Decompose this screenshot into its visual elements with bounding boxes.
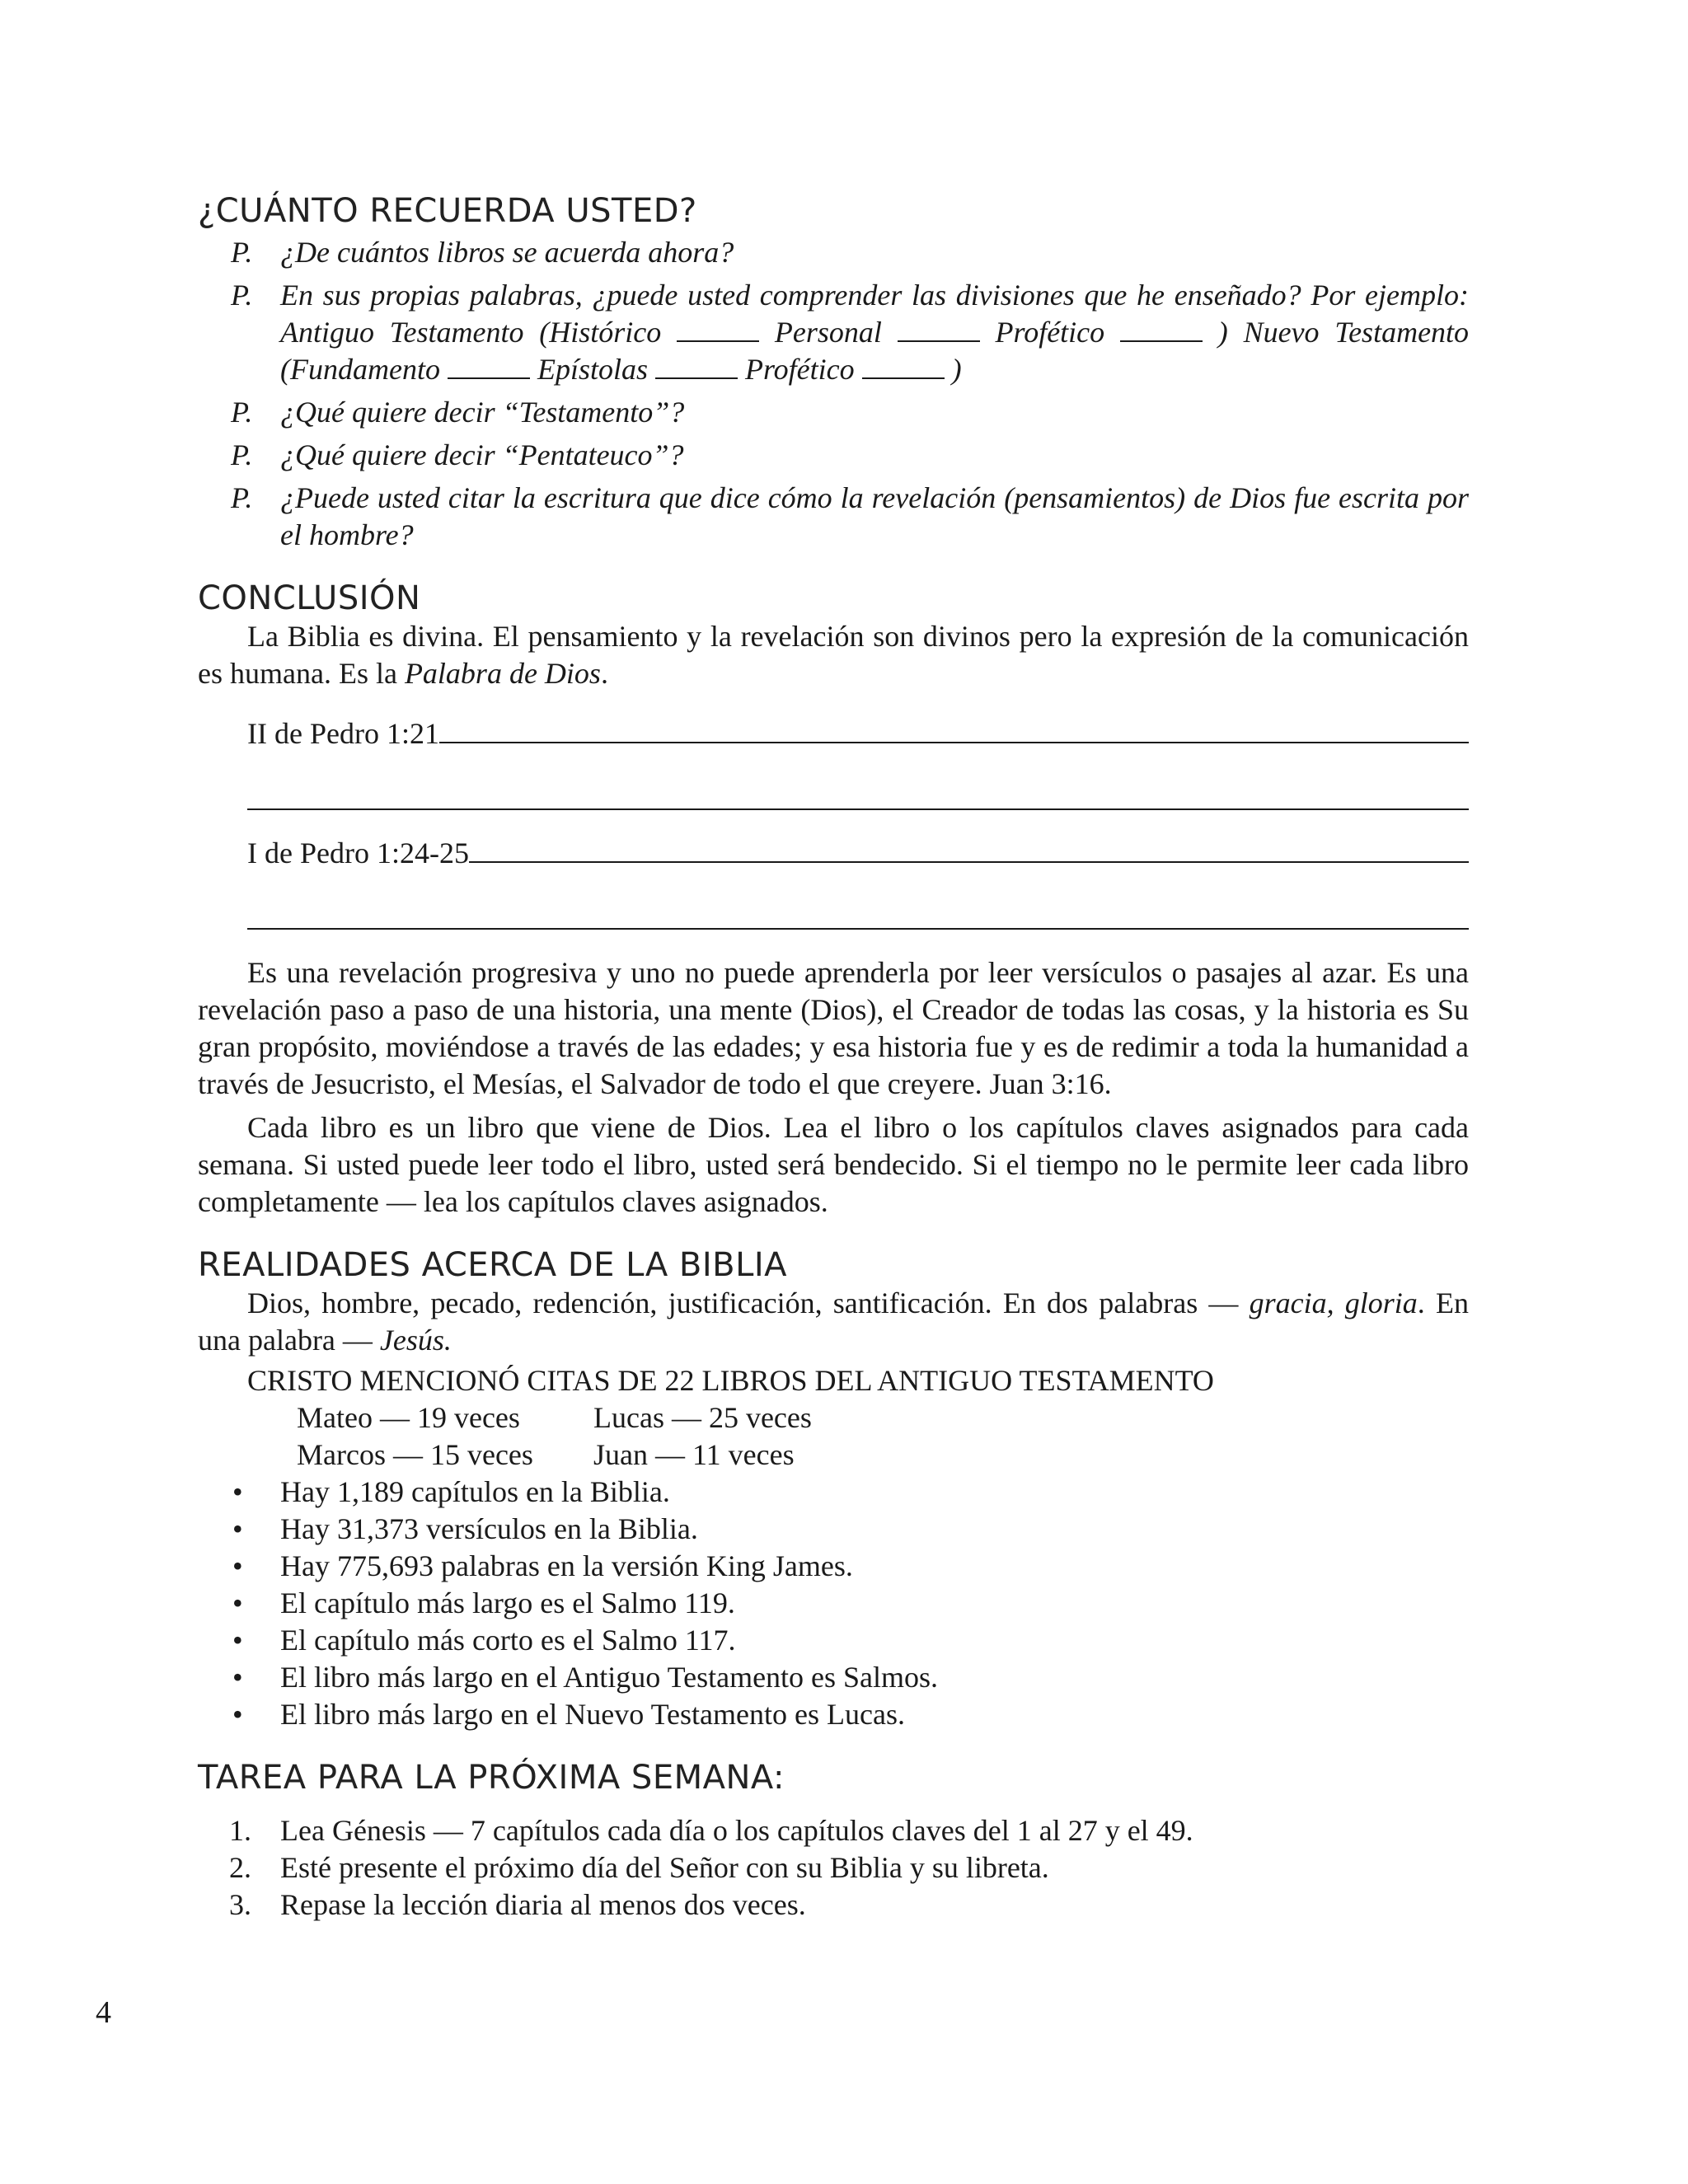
list-item — [198, 1474, 1469, 1511]
question-text-part: Epístolas — [537, 353, 648, 386]
bullet-marker: • — [232, 1549, 243, 1582]
citation-count: Marcos — 15 veces — [297, 1438, 533, 1471]
paragraph-emphasis: Palabra de Dios — [404, 657, 601, 690]
list-item — [198, 1511, 1469, 1548]
list-number: 2. — [229, 1851, 251, 1884]
question-text-part: Profético — [995, 316, 1105, 349]
question-text: ¿Qué quiere decir “Testamento”? — [280, 396, 685, 429]
question-text-part: En sus propias palabras, ¿puede usted comprender las divisiones que he enseñado? Por ejemplo: Antiguo Testamento (Histórico — [280, 279, 1469, 349]
list-item — [198, 1812, 1469, 1849]
fact-text: El capítulo más largo es el Salmo 119. — [280, 1586, 735, 1619]
scripture-reference-row — [247, 833, 1469, 872]
fact-text: El libro más largo en el Antiguo Testamento es Salmos. — [280, 1661, 939, 1694]
list-item — [198, 1548, 1469, 1585]
question-text: ¿De cuántos libros se acuerda ahora? — [280, 236, 734, 269]
paragraph-text: Dios, hombre, pecado, redención, justificación, santificación. En dos palabras — — [247, 1286, 1250, 1319]
question-marker: P. — [231, 481, 253, 514]
scripture-reference-row — [247, 714, 1469, 752]
list-item — [198, 1585, 1469, 1622]
list-number: 3. — [229, 1888, 251, 1921]
reading-paragraph: Cada libro es un libro que viene de Dios. Lea el libro o los capítulos claves asignados para cada semana. Si usted puede leer todo el libro, usted será bendecido. Si el tiempo no le permite leer cada libro completamente — lea los capítulos claves asignados. — [198, 1111, 1469, 1218]
list-number: 1. — [229, 1814, 251, 1847]
list-item — [198, 1849, 1469, 1886]
answer-blank[interactable] — [1120, 316, 1203, 342]
homework-list — [198, 1812, 1469, 1924]
fact-text: Hay 31,373 versículos en la Biblia. — [280, 1512, 698, 1545]
question-text-part: Personal — [774, 316, 882, 349]
facts-paragraph — [198, 1285, 1469, 1359]
bullet-marker: • — [232, 1661, 243, 1694]
citations-title: CRISTO MENCIONÓ CITAS DE 22 LIBROS DEL ANTIGUO TESTAMENTO — [247, 1364, 1214, 1397]
question-text-part: Profético — [744, 353, 855, 386]
question-item — [198, 437, 1469, 474]
answer-blank[interactable] — [448, 353, 530, 379]
question-marker: P. — [231, 396, 253, 429]
citation-count: Mateo — 19 veces — [297, 1401, 520, 1434]
task-text: Repase la lección diaria al menos dos veces. — [280, 1888, 806, 1921]
fact-text: Hay 775,693 palabras en la versión King James. — [280, 1549, 853, 1582]
section-heading-conclusion: CONCLUSIÓN — [198, 579, 421, 617]
answer-line[interactable] — [439, 714, 1469, 743]
question-text: ¿Puede usted citar la escritura que dice cómo la revelación (pensamientos) de Dios fue escrita por el hombre? — [280, 481, 1469, 551]
bullet-marker: • — [232, 1698, 243, 1731]
answer-blank[interactable] — [862, 353, 945, 379]
section-heading-recall: ¿CUÁNTO RECUERDA USTED? — [198, 192, 697, 230]
question-text-part: ) — [951, 353, 962, 386]
question-item — [198, 277, 1469, 388]
bullet-marker: • — [232, 1624, 243, 1657]
question-marker: P. — [231, 438, 253, 471]
page-number: 4 — [96, 1995, 111, 2030]
scripture-reference: I de Pedro 1:24-25 — [247, 837, 469, 869]
page-content — [198, 191, 1469, 1924]
list-item — [198, 1659, 1469, 1696]
paragraph-emphasis: Jesús. — [379, 1324, 452, 1357]
question-text: ¿Qué quiere decir “Pentateuco”? — [280, 438, 684, 471]
section-heading-homework: TAREA PARA LA PRÓXIMA SEMANA: — [198, 1759, 785, 1797]
question-text — [280, 277, 1469, 388]
task-text: Lea Génesis — 7 capítulos cada día o los capítulos claves del 1 al 27 y el 49. — [280, 1814, 1193, 1847]
bullet-marker: • — [232, 1586, 243, 1619]
citation-count: Juan — 11 veces — [593, 1438, 795, 1471]
question-list — [198, 234, 1469, 554]
conclusion-paragraph — [198, 618, 1469, 692]
paragraph-text: . En una palabra — — [198, 1286, 1469, 1357]
list-item — [198, 1886, 1469, 1924]
citations-row — [297, 1399, 1469, 1436]
bullet-marker: • — [232, 1512, 243, 1545]
question-marker: P. — [231, 236, 253, 269]
fact-text: El capítulo más corto es el Salmo 117. — [280, 1624, 736, 1657]
question-text-part: ) Nuevo Testamento (Fundamento — [280, 316, 1470, 386]
list-item — [198, 1696, 1469, 1733]
question-item — [198, 234, 1469, 271]
paragraph-text: . — [600, 657, 608, 690]
answer-blank[interactable] — [655, 353, 738, 379]
answer-blank[interactable] — [898, 316, 980, 342]
task-text: Esté presente el próximo día del Señor con su Biblia y su libreta. — [280, 1851, 1049, 1884]
paragraph-text: La Biblia es divina. El pensamiento y la revelación son divinos pero la expresión de la comunicación es humana. Es la — [198, 620, 1469, 690]
section-heading-facts: REALIDADES ACERCA DE LA BIBLIA — [198, 1246, 788, 1284]
scripture-reference: II de Pedro 1:21 — [247, 717, 439, 750]
citation-count: Lucas — 25 veces — [593, 1401, 812, 1434]
revelation-paragraph: Es una revelación progresiva y uno no puede aprenderla por leer versículos o pasajes al azar. Es una revelación paso a paso de una historia, una mente (Dios), el Creador de todas las cosas, y la historia es Su gran propósito, moviéndose a través de las edades; y esa historia fue y es de redimir a toda la humanidad a través de Jesucristo, el Mesías, el Salvador de todo el que creyere. Juan 3:16. — [198, 956, 1469, 1100]
answer-line[interactable] — [469, 833, 1469, 863]
citations-row — [297, 1436, 1469, 1474]
answer-blank[interactable] — [677, 316, 759, 342]
fact-text: Hay 1,189 capítulos en la Biblia. — [280, 1475, 670, 1508]
fact-text: El libro más largo en el Nuevo Testamento es Lucas. — [280, 1698, 905, 1731]
paragraph-emphasis: gracia, gloria — [1249, 1286, 1418, 1319]
answer-line[interactable] — [247, 926, 1469, 930]
question-item — [198, 394, 1469, 431]
question-marker: P. — [231, 279, 253, 312]
facts-list — [198, 1474, 1469, 1733]
bullet-marker: • — [232, 1475, 243, 1508]
list-item — [198, 1622, 1469, 1659]
answer-line[interactable] — [247, 807, 1469, 810]
question-item — [198, 480, 1469, 554]
